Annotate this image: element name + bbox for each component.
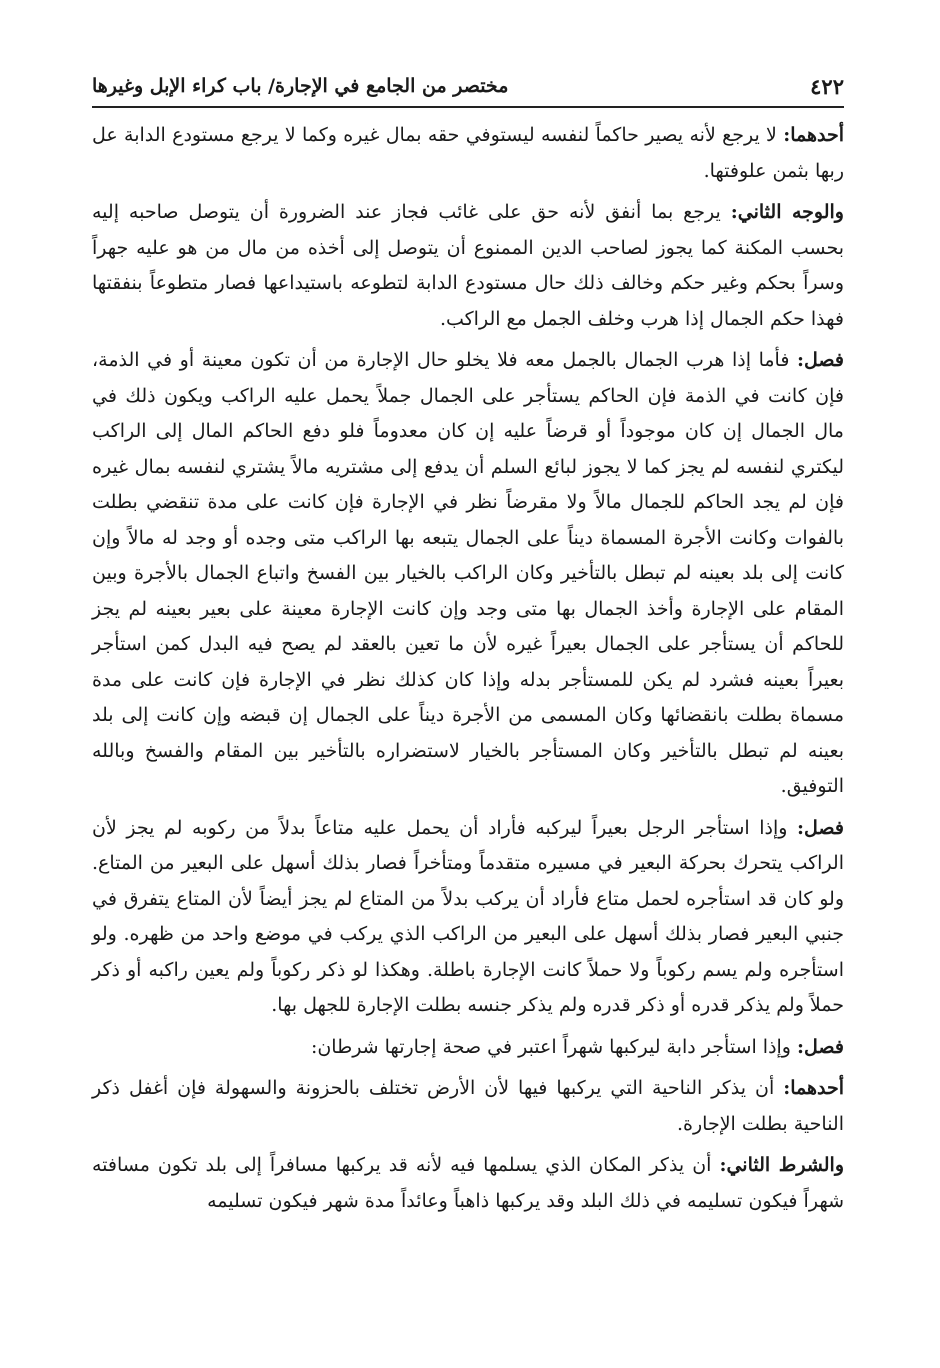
paragraph-lead: فصل: [797, 349, 844, 371]
paragraph-text: أن يذكر الناحية التي يركبها فيها لأن الأرض تختلف بالحزونة والسهولة فإن أغفل ذكر الناحية بطلت الإجارة. [92, 1077, 844, 1135]
running-header [92, 66, 844, 108]
paragraph-lead: أحدهما: [783, 124, 844, 146]
paragraph-text: وإذا استأجر دابة ليركبها شهراً اعتبر في صحة إجارتها شرطان: [310, 1035, 798, 1058]
paragraph-text: وإذا استأجر الرجل بعيراً ليركبه فأراد أن يحمل عليه متاعاً بدلاً من ركوبه لم يجز لأن الراكب يتحرك بحركة البعير في مسيره متقدماً ومتأخراً فصار بذلك أسهل على البعير من المتاع. ولو كان قد استأجره لحمل متاع فأراد أن يركب بدلاً من المتاع لم يجز أيضاً لأن المتاع يتفرق في جنبي البعير فصار بذلك أسهل على البعير من الراكب الذي يركب في موضع واحد من ظهره. ولو استأجره ولم يسم ركوباً ولا حملاً كانت الإجارة باطلة. وهكذا لو ذكر ركوباً ولم يعين راكبه أو ذكر حملاً ولم يذكر قدره أو ذكر قدره ولم يذكر جنسه بطلت الإجارة للجهل بها. [92, 816, 844, 1016]
paragraph-text: لا يرجع لأنه يصير حاكماً لنفسه ليستوفي حقه بمال غيره وكما لا يرجع مستودع الدابة عل ربها بثمن علوفتها. [92, 124, 844, 182]
paragraph-6 [92, 1071, 844, 1142]
paragraph-2 [92, 195, 844, 337]
paragraph-5 [92, 1030, 844, 1066]
paragraph-text: أن يذكر المكان الذي يسلمها فيه لأنه قد يركبها مسافراً إلى بلد تكون مسافته شهراً فيكون تسليمه في ذلك البلد وقد يركبها ذاهباً وعائداً مدة شهر فيكون تسليمه [92, 1154, 844, 1212]
paragraph-lead: فصل: [797, 1035, 844, 1058]
paragraph-lead: والشرط الثاني: [719, 1154, 845, 1176]
paragraph-lead: فصل: [797, 816, 844, 839]
body-text [92, 118, 844, 1219]
page-number: ٤٢٢ [810, 73, 844, 99]
paragraph-text: يرجع بما أنفق لأنه حق على غائب فجاز عند الضرورة أن يتوصل صاحبه إليه بحسب المكنة كما يجوز لصاحب الدين الممنوع أن يتوصل إلى أخذه من مال من هو عليه جهراً وسراً بحكم وغير حكم وخالف ذلك حال مستودع الدابة لتطوعه باستيداعها فصار متطوعاً بنفقتها فهذا حكم الجمال إذا هرب وخلف الجمل مع الراكب. [92, 201, 844, 330]
paragraph-lead: والوجه الثاني: [730, 201, 844, 223]
paragraph-7 [92, 1148, 844, 1219]
paragraph-1 [92, 118, 844, 189]
running-title: مختصر من الجامع في الإجارة/ باب كراء الإبل وغيرها [92, 75, 509, 97]
paragraph-text: فأما إذا هرب الجمال بالجمل معه فلا يخلو حال الإجارة من أن تكون معينة أو في الذمة، فإن كانت في الذمة فإن الحاكم يستأجر على الجمال جملاً يحمل عليه الراكب ويكون ذلك في مال الجمال إن كان موجوداً أو قرضاً عليه إن كان معدوماً فلو دفع الحاكم المال إلى الراكب ليكتري لنفسه لم يجز كما لا يجوز لبائع السلم أن يدفع إلى مشتريه مالاً يشتري لنفسه بمال غيره فإن لم يجد الحاكم للجمال مالاً ولا مقرضاً نظر في الإجارة فإن كانت على مدة تنقضي بطلت بالفوات وكانت الأجرة المسماة ديناً على الجمال يتبعه بها الراكب متى وجده أو وجد له مالاً وإن كانت إلى بلد بعينه لم تبطل بالتأخير وكان الراكب بالخيار بين الفسخ واتباع الجمال بالأجرة وبين المقام على الإجارة وأخذ الجمال بها متى وجد وإن كانت الإجارة معينة على بعير بعينه لم يجز للحاكم أن يستأجر على الجمال بعيراً غيره لأن ما تعين بالعقد لم يصح فيه البدل كمن استأجر بعيراً بعينه فشرد لم يكن للمستأجر بدله وإذا كان كذلك نظر في الإجارة فإن كانت على مدة مسماة بطلت بانقضائها وكان المسمى من الأجرة ديناً على الجمال إن قبضه وإن كانت إلى بلد بعينه لم تبطل بالتأخير وكان المستأجر بالخيار لاستضراره بالتأخير بين المقام والفسخ وبالله التوفيق. [92, 349, 844, 797]
paragraph-4 [92, 811, 844, 1024]
paragraph-lead: أحدهما: [783, 1077, 844, 1099]
paragraph-3 [92, 343, 844, 805]
